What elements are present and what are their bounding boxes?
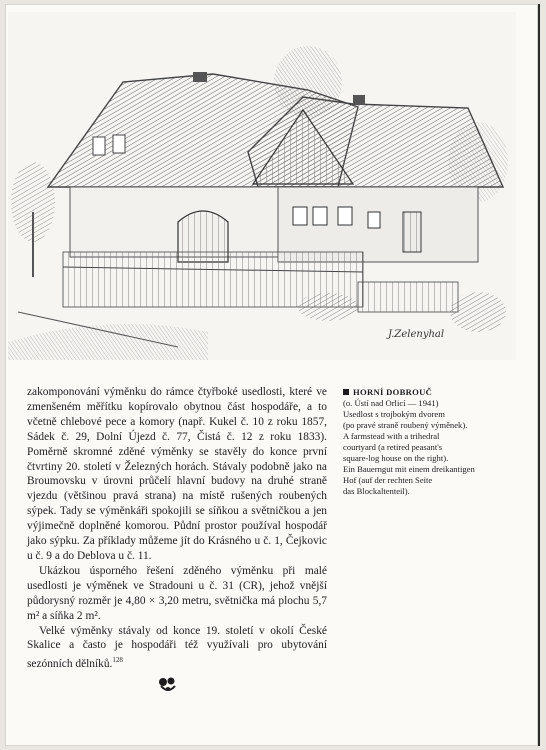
caption-cz-line: Usedlost s trojbokým dvorem	[343, 409, 445, 419]
book-page	[5, 4, 540, 746]
farmhouse-sketch	[8, 12, 516, 360]
caption-en-line: courtyard (a retired peasant's	[343, 442, 443, 452]
paragraph-text: Velké výměnky stávaly od konce 19. století v okolí České Skalice a často je hospodáři též využívali pro ubytování sezónních dělníků.	[27, 624, 327, 671]
caption-en-line: square-log house on the right).	[343, 453, 449, 463]
body-text	[27, 385, 327, 672]
caption-en-line: A farmstead with a trihedral	[343, 431, 440, 441]
caption-cz-line: (po pravé straně roubený výměnek).	[343, 420, 468, 430]
paragraph	[27, 624, 327, 673]
footnote-marker: 128	[112, 656, 123, 665]
caption-de-line: Hof (auf der rechten Seite	[343, 475, 433, 485]
figure-caption	[343, 387, 503, 497]
artist-signature: J.Zelenyhal	[388, 329, 445, 340]
caption-title: HORNÍ DOBROUČ	[353, 387, 433, 397]
square-bullet-icon	[343, 389, 349, 395]
caption-de-line: Ein Bauerngut mit einem dreikantigen	[343, 464, 475, 474]
paragraph: zakomponování výměnku do rámce čtyřboké usedlosti, které ve zmenšeném měřítku kopírovalo obytnou část hospodáře, a to včetně chlebové pece a komory (např. Kukel č. 10 z roku 1857, Sádek č. 29, Dolní Újezd č. 77, Čistá č. 12 z roku 1833). Poměrně skromné zděné výměnky se stavěly do konce první čtvrtiny 20. století v Železných horách. Stávaly podobně jako na Broumovsku v úrovni průčelí hlavní budovy na druhé straně vjezdu (většinou pravá strana) na místě rušených roubených sýpek. Tady se výměnkáři spokojili se síňkou a světničkou a jen výjimečně doplněné komorou. Půdní prostor používal hospodář jako sýpku. Za příklady můžeme jít do Krásného u č. 1, Čejkovic u č. 9 a do Deblova u č. 11.	[27, 386, 327, 562]
caption-subtitle: (o. Ústí nad Orlicí — 1941)	[343, 398, 439, 408]
floral-ornament-icon	[157, 676, 179, 694]
paragraph: Ukázkou úsporného řešení zděného výměnku při malé usedlosti je výměnek ve Stradouni u č. 31 (CR), jehož vnější půdorysný rozměr je 4,80 × 3,20 metru, světnička má plochu 5,7 m² a síňka 2 m².	[27, 564, 327, 622]
caption-de-line: das Blockaltenteil).	[343, 486, 410, 496]
caption-title-line	[343, 387, 503, 398]
